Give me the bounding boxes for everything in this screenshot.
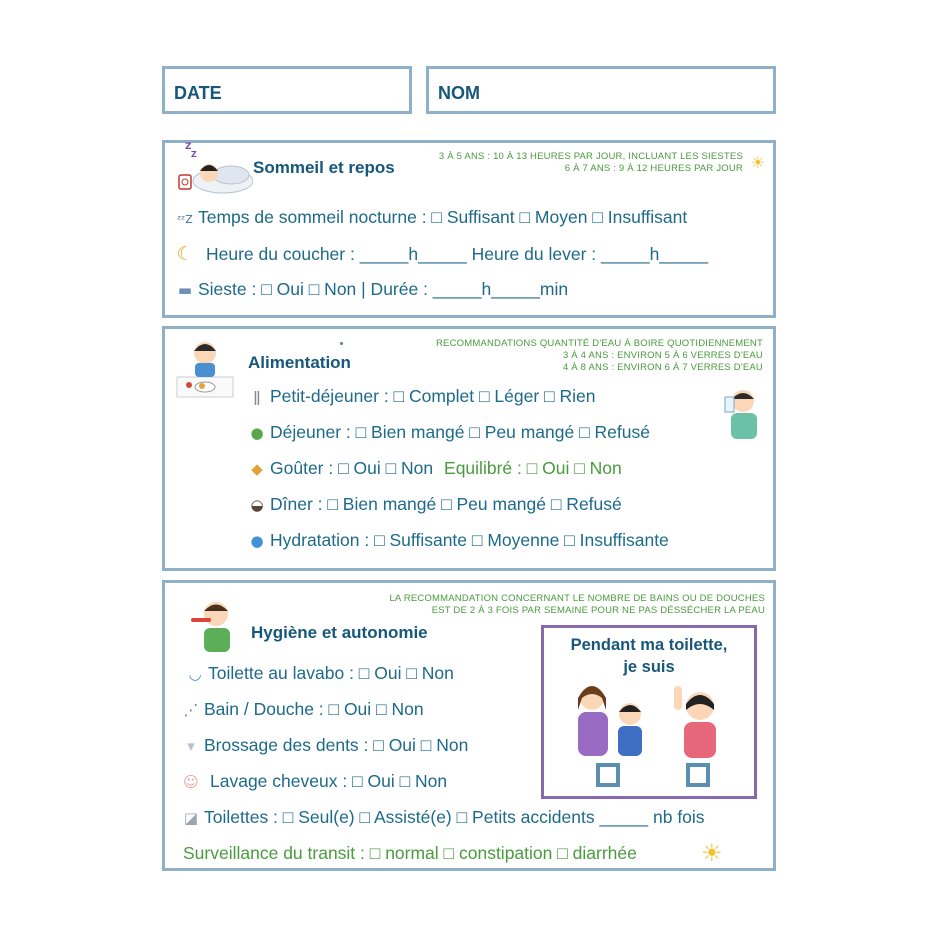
sleep-section	[162, 140, 776, 318]
sink-icon: ◡	[188, 665, 202, 683]
food-title: Alimentation	[248, 353, 351, 372]
bowl-icon: ◒	[250, 496, 264, 514]
transit-line: Surveillance du transit : □ normal □ constipation □ diarrhée	[183, 843, 637, 863]
bed-icon: ▬	[177, 281, 193, 299]
food-section	[162, 326, 776, 571]
toilet-icon: ◪	[183, 809, 199, 827]
name-label: NOM	[438, 83, 480, 103]
hygiene-note: LA RECOMMANDATION CONCERNANT LE NOMBRE DE BAINS OU DE DOUCHES EST DE 2 À 3 FOIS PAR SEMAINE POUR NE PAS DÉSSÉCHER LA PEAU	[389, 593, 765, 616]
hydration-line: ● Hydratation : □ Suffisante □ Moyenne □ Insuffisante	[247, 530, 669, 551]
hygiene-section	[162, 580, 776, 871]
snack-balance: Equilibré : □ Oui □ Non	[444, 458, 622, 478]
child-drinking-icon	[719, 387, 765, 443]
dinner-line: ◒ Dîner : □ Bien mangé □ Peu mangé □ Refusé	[247, 494, 622, 515]
droplet-icon: ●	[250, 532, 264, 550]
date-field[interactable]	[162, 66, 412, 114]
fork-knife-icon: ǁ	[253, 388, 261, 406]
checkbox-alone[interactable]	[686, 763, 710, 787]
lunch-line: ● Déjeuner : □ Bien mangé □ Peu mangé □ Refusé	[247, 422, 650, 443]
sleep-duration-line: ᶻᶻZ Temps de sommeil nocturne : □ Suffisant □ Moyen □ Insuffisant	[175, 207, 687, 228]
lightbulb-icon: ☀	[750, 153, 765, 172]
sink-line: ◡ Toilette au lavabo : □ Oui □ Non	[185, 663, 454, 684]
sleeping-child-icon	[171, 137, 253, 197]
svg-text:Z: Z	[191, 150, 197, 159]
worried-parent-child-icon	[572, 680, 652, 760]
decorative-dot	[340, 342, 343, 345]
child-brushing-teeth-icon	[189, 598, 239, 656]
sleep-title: Sommeil et repos	[253, 158, 395, 177]
hair-line: ☺ Lavage cheveux : □ Oui □ Non	[181, 771, 447, 792]
name-field[interactable]	[426, 66, 776, 114]
raising-hand-child-icon	[672, 684, 724, 760]
sleep-note: 3 À 5 ANS : 10 À 13 HEURES PAR JOUR, INCLUANT LES SIESTES 6 À 7 ANS : 9 À 12 HEURES PAR JOUR	[438, 151, 743, 174]
toilets-line: ◪ Toilettes : □ Seul(e) □ Assisté(e) □ Petits accidents _____ nb fois	[181, 807, 705, 828]
hair-wash-icon: ☺	[183, 773, 199, 791]
teeth-line: ▾ Brossage des dents : □ Oui □ Non	[181, 735, 468, 756]
bath-line: ⋰ Bain / Douche : □ Oui □ Non	[181, 699, 424, 720]
shower-icon: ⋰	[183, 701, 199, 719]
date-label: DATE	[174, 83, 222, 103]
sandwich-icon: ◆	[251, 460, 263, 478]
tooth-icon: ▾	[187, 737, 195, 755]
moon-icon: ☾	[176, 243, 194, 265]
salad-icon: ●	[250, 424, 264, 442]
breakfast-line: ǁ Petit-déjeuner : □ Complet □ Léger □ Rien	[247, 386, 595, 407]
snack-line: ◆ Goûter : □ Oui □ Non Equilibré : □ Oui □ Non	[247, 458, 622, 479]
lightbulb-icon: ☀	[701, 839, 723, 867]
toilet-help-panel	[541, 625, 757, 799]
bedtime-line: ☾ Heure du coucher : _____h_____ Heure du lever : _____h_____	[176, 243, 709, 265]
hygiene-title: Hygiène et autonomie	[251, 623, 428, 642]
panel-title: Pendant ma toilette, je suis	[570, 636, 728, 676]
checkbox-assisted[interactable]	[596, 763, 620, 787]
child-eating-icon	[175, 337, 235, 399]
zzz-icon: ᶻᶻZ	[177, 213, 193, 226]
food-note: RECOMMANDATIONS QUANTITÉ D'EAU À BOIRE QUOTIDIENNEMENT 3 À 4 ANS : ENVIRON 5 À 6 VERRES D'EAU 4 À 8 ANS : ENVIRON 6 À 7 VERRES D'EAU	[435, 338, 763, 373]
svg-text:Z: Z	[185, 142, 192, 152]
nap-line: ▬ Sieste : □ Oui □ Non | Durée : _____h_____min	[175, 279, 568, 300]
